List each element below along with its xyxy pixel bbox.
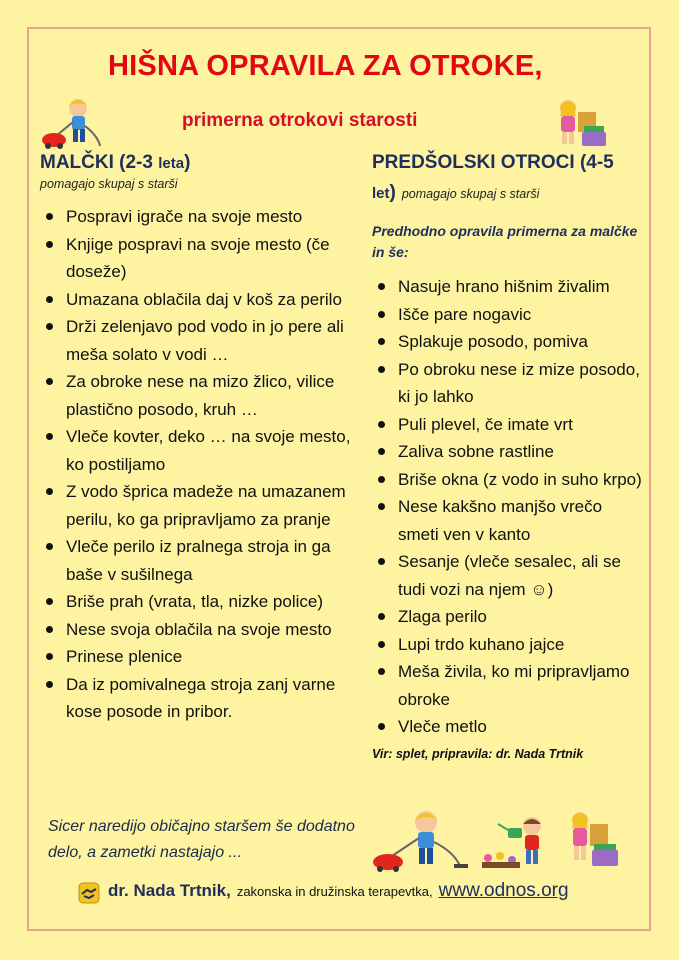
list-item: Za obroke nese na mizo žlico, vilice plastično posodo, kruh … [40, 368, 360, 423]
list-item: Po obroku nese iz mize posodo, ki jo lahko [372, 356, 642, 411]
list-item: Umazana oblačila daj v koš za perilo [40, 286, 360, 314]
preschool-task-list [372, 273, 642, 741]
vacuum-boy-illustration [40, 96, 106, 152]
list-item: Vleče metlo [372, 713, 642, 741]
source-credit: Vir: splet, pripravila: dr. Nada Trtnik [372, 746, 584, 761]
list-item: Zlaga perilo [372, 603, 642, 631]
laundry-girl-illustration-bottom [560, 810, 622, 870]
list-item: Išče pare nogavic [372, 301, 642, 329]
watering-boy-illustration [474, 814, 554, 872]
footer [108, 880, 569, 908]
preschool-heading-line2 [372, 180, 642, 207]
toddlers-heading-main: MALČKI (2-3 [40, 152, 159, 173]
preschool-heading-line1: PREDŠOLSKI OTROCI (4-5 [372, 152, 614, 173]
toddlers-column [40, 150, 360, 726]
list-item: Briše prah (vrata, tla, nizke police) [40, 588, 360, 616]
preschool-heading-age-unit: let [372, 185, 390, 202]
preschool-note: pomagajo skupaj s starši [401, 187, 540, 201]
author-role: zakonska in družinska terapevtka, [236, 884, 433, 899]
toddlers-task-list [40, 203, 360, 726]
list-item: Sesanje (vleče sesalec, ali se tudi vozi na njem ☺) [372, 548, 642, 603]
page-subtitle: primerna otrokovi starosti [182, 110, 418, 131]
list-item: Vleče perilo iz pralnega stroja in ga baše v sušilnega [40, 533, 360, 588]
list-item: Z vodo šprica madeže na umazanem perilu, ko ga pripravljamo za pranje [40, 478, 360, 533]
list-item: Briše okna (z vodo in suho krpo) [372, 466, 642, 494]
handshake-logo-icon [78, 882, 100, 904]
website-link[interactable]: www.odnos.org [438, 880, 569, 901]
list-item: Pospravi igrače na svoje mesto [40, 203, 360, 231]
toddlers-note: pomagajo skupaj s starši [40, 177, 178, 191]
vacuum-boy-illustration-bottom [370, 808, 472, 874]
preschool-heading-end: ) [389, 182, 396, 203]
preschool-intro: Predhodno opravila primerna za malčke in še: [372, 223, 638, 260]
list-item: Zaliva sobne rastline [372, 438, 642, 466]
list-item: Lupi trdo kuhano jajce [372, 631, 642, 659]
closing-text: Sicer naredijo običajno staršem še dodatno delo, a zametki nastajajo ... [48, 818, 355, 861]
list-item: Puli plevel, če imate vrt [372, 411, 642, 439]
list-item: Prinese plenice [40, 643, 360, 671]
toddlers-heading-age-unit: leta [158, 155, 185, 172]
toddlers-heading-end: ) [184, 152, 191, 173]
preschool-column [372, 150, 642, 761]
list-item: Nese kakšno manjšo vrečo smeti ven v kanto [372, 493, 642, 548]
list-item: Da iz pomivalnega stroja zanj varne kose posode in pribor. [40, 671, 360, 726]
list-item: Vleče kovter, deko … na svoje mesto, ko postiljamo [40, 423, 360, 478]
laundry-girl-illustration [548, 98, 610, 150]
list-item: Knjige pospravi na svoje mesto (če doseže) [40, 231, 360, 286]
page-title: HIŠNA OPRAVILA ZA OTROKE, [108, 50, 543, 82]
toddlers-heading [40, 150, 360, 177]
list-item: Nasuje hrano hišnim živalim [372, 273, 642, 301]
list-item: Drži zelenjavo pod vodo in jo pere ali meša solato v vodi … [40, 313, 360, 368]
list-item: Nese svoja oblačila na svoje mesto [40, 616, 360, 644]
list-item: Splakuje posodo, pomiva [372, 328, 642, 356]
list-item: Meša živila, ko mi pripravljamo obroke [372, 658, 642, 713]
author-name: dr. Nada Trtnik, [108, 881, 231, 900]
